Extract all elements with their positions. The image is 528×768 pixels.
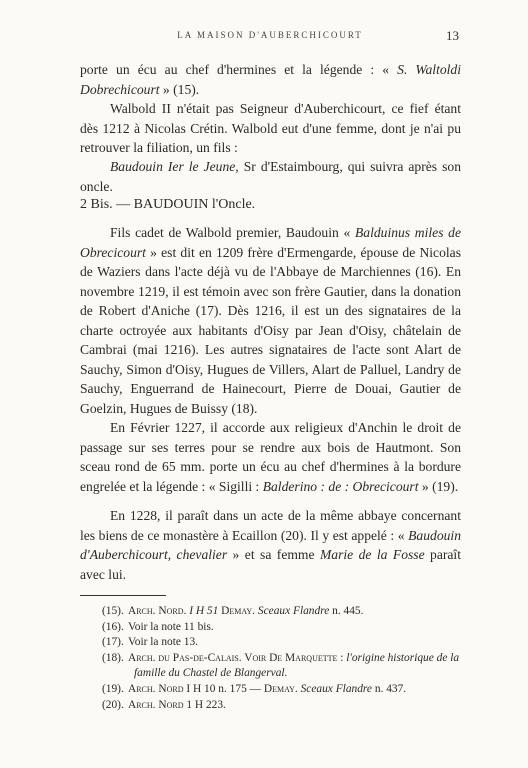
paragraph-5 <box>80 418 461 496</box>
footnote-ref: 1 H 223. <box>186 698 226 711</box>
footnote-number: (20). <box>102 698 124 711</box>
page-number: 13 <box>446 28 459 43</box>
section-title: 2 Bis. — BAUDOUIN l'Oncle. <box>80 197 256 212</box>
paragraph-3 <box>80 157 461 196</box>
footnote-author: Voir De Marquette : <box>244 651 347 664</box>
footnote-source: Arch. Nord <box>128 682 187 695</box>
footnote <box>80 604 461 620</box>
paragraph-4 <box>80 223 461 418</box>
person-name: Baudouin Ier le Jeune, <box>110 159 239 174</box>
wife-name: Marie de la Fosse <box>319 547 425 562</box>
quoted-name: Baudouin d'Auberchicourt, chevalier <box>80 527 461 562</box>
footnote-number: (17). <box>102 636 124 649</box>
latin-name: Balduinus miles de Obrecicourt <box>80 225 461 260</box>
paragraph-1 <box>80 60 461 99</box>
paragraph-6 <box>80 506 461 584</box>
footnote-title: Sceaux Flandre <box>300 682 372 695</box>
footnote-page: n. 437. <box>371 682 407 695</box>
paragraph-1-end: » (15). <box>159 81 200 97</box>
paragraph-6-text: En 1228, il paraît dans un acte de la même abbaye concernant les biens de ce monastère à Ecaillon (20). Il y est appelé : « <box>80 508 461 543</box>
footnote-text: Voir la note 11 bis. <box>128 620 214 633</box>
seal-legend-2: Balderino : de : Obrecicourt <box>262 478 419 494</box>
paragraph-4-text: » est dit en 1209 frère d'Ermengarde, épouse de Nicolas de Waziers dans l'acte déjà vu de l'Abbaye de Marchiennes (16). En novembre 1219, il est témoin avec son frère Gautier, dans la donation de Robert d'Aniche (17). Dès 1216, il est un des signataires de la charte octroyée aux habitants d'Oisy par Jean d'Oisy, châtelain de Cambrai (mai 1216). Les autres signataires de l'acte sont Alart de Sauchy, Simon d'Oisy, Hugues de Villers, Alart de Palluel, Landry de Sauchy, Enguerrand de Hainecourt, Pierre de Douai, Gautier de Goelzin, Hugues de Buissy (18). <box>80 244 461 416</box>
paragraph-3-text: Sr d'Estaimbourg, qui suivra après son oncle. <box>80 159 461 194</box>
footnote-source: Arch. Nord <box>128 698 187 711</box>
paragraph-1-text: porte un écu au chef d'hermines et la légende : « <box>80 62 398 77</box>
footnote-title: l'origine historique de la famille du Chastel de Blangerval. <box>134 651 460 680</box>
footnote-rule <box>80 595 166 596</box>
paragraph-5-end: » (19). <box>418 478 459 494</box>
footnote-text: Voir la note 13. <box>128 636 199 649</box>
footnote-author: Demay. <box>221 605 258 617</box>
footnote <box>80 698 461 714</box>
footnote-ref: I H 10 n. 175 — <box>186 682 264 695</box>
footnote-source: Arch. du Pas-de-Calais. <box>128 651 245 664</box>
footnote <box>80 682 461 698</box>
paragraph-4-start: Fils cadet de Walbold premier, Baudouin « <box>110 225 355 240</box>
paragraph-6-end: paraît avec lui. <box>80 547 461 582</box>
footnote <box>80 620 461 636</box>
paragraph-6-mid: » et sa femme <box>227 547 320 562</box>
footnote-number: (16). <box>102 620 124 633</box>
paragraph-5-text: En Février 1227, il accorde aux religieux d'Anchin le droit de passage sur ses terres pour se rendre aux bois de Hautmont. Son sceau rond de 65 mm. porte un écu au chef d'hermines à la bordure engrelée et la légende : « Sigilli : <box>80 420 461 494</box>
footnote-ref: I H 51 <box>189 605 222 617</box>
footnote-source: Arch. Nord. <box>128 605 190 617</box>
footnotes <box>80 604 461 713</box>
footnote-number: (18). <box>102 651 124 664</box>
footnote-author: Demay. <box>263 682 301 695</box>
footnote-page: n. 445. <box>329 605 364 617</box>
paragraph-2: Walbold II n'était pas Seigneur d'Auberchicourt, ce fief étant dès 1212 à Nicolas Crétin. Walbold eut d'une femme, dont je n'ai pu retrouver la filiation, un fils : <box>80 101 461 155</box>
footnote-number: (15). <box>102 605 124 617</box>
footnote-number: (19). <box>102 682 124 695</box>
footnote <box>80 635 461 651</box>
running-header: LA MAISON D'AUBERCHICOURT <box>177 30 363 40</box>
footnote-title: Sceaux Flandre <box>257 605 330 617</box>
footnote <box>80 651 461 682</box>
seal-legend: S. Waltoldi Dobrechicourt <box>80 62 461 97</box>
